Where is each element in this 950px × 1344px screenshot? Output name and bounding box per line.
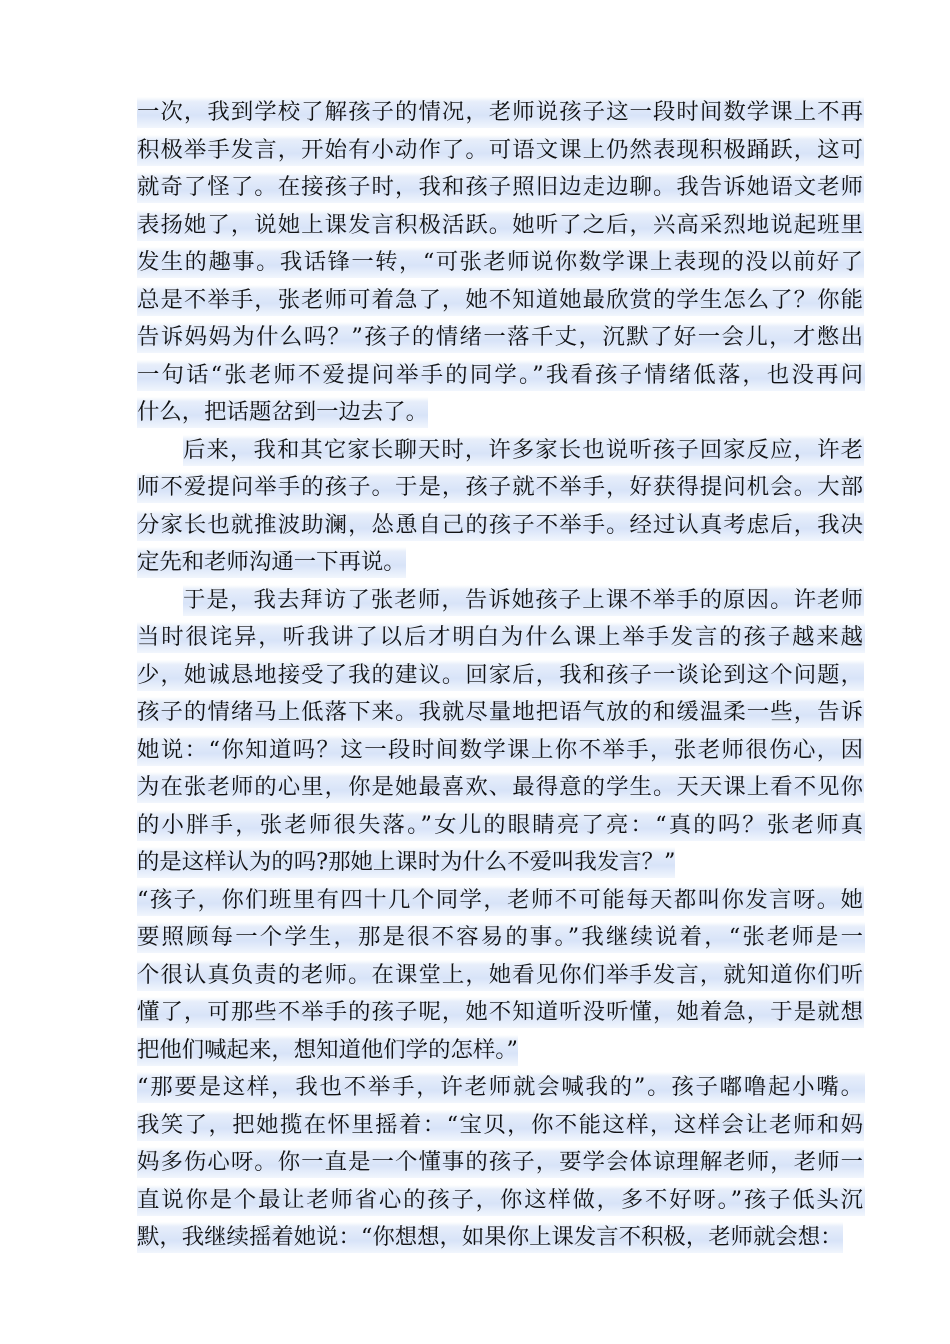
text-line	[137, 1182, 863, 1220]
line-text: 师不爱提问举手的孩子。于是，孩子就不举手，好获得提问机会。大部	[137, 472, 864, 503]
line-text: “孩子，你们班里有四十几个同学，老师不可能每天都叫你发言呀。她	[137, 885, 864, 916]
line-text: 把他们喊起来，想知道他们学的怎样。”	[137, 1035, 518, 1066]
text-line	[137, 319, 863, 357]
line-text: 告诉妈妈为什么吗？”孩子的情绪一落千丈，沉默了好一会儿，才憋出	[137, 322, 864, 353]
text-line	[137, 844, 863, 882]
text-line	[137, 807, 866, 845]
text-line	[137, 732, 863, 770]
text-line	[137, 957, 863, 995]
text-line	[137, 394, 863, 432]
text-line	[137, 619, 863, 657]
paragraph	[137, 94, 866, 432]
text-line	[137, 207, 863, 245]
line-text: 后来，我和其它家长聊天时，许多家长也说听孩子回家反应，许老	[183, 435, 864, 466]
text-line	[137, 132, 863, 170]
line-text: 孩子的情绪马上低落下来。我就尽量地把语气放的和缓温柔一些，告诉	[137, 697, 864, 728]
line-text: 一句话“张老师不爱提问举手的同学。”我看孩子情绪低落，也没再问	[137, 360, 865, 391]
line-text: 一次，我到学校了解孩子的情况，老师说孩子这一段时间数学课上不再	[137, 97, 864, 128]
line-text: 为在张老师的心里，你是她最喜欢、最得意的学生。天天课上看不见你	[137, 772, 864, 803]
line-text: 少，她诚恳地接受了我的建议。回家后，我和孩子一谈论到这个问题，	[137, 660, 864, 691]
text-line	[137, 994, 863, 1032]
line-text: “那要是这样，我也不举手，许老师就会喊我的”。孩子嘟噜起小嘴。	[137, 1072, 865, 1103]
text-line	[137, 357, 866, 395]
line-text: 的小胖手，张老师很失落。”女儿的眼睛亮了亮：“真的吗？张老师真	[137, 810, 865, 841]
text-line	[137, 507, 863, 545]
text-line	[137, 469, 863, 507]
text-line	[137, 1069, 863, 1107]
line-text: 分家长也就推波助澜，怂恿自己的孩子不举手。经过认真考虑后，我决	[137, 510, 864, 541]
text-line	[137, 769, 863, 807]
text-line	[137, 657, 863, 695]
line-text: 总是不举手，张老师可着急了，她不知道她最欣赏的学生怎么了？你能	[137, 285, 864, 316]
line-text: 个很认真负责的老师。在课堂上，她看见你们举手发言，就知道你们听	[137, 960, 864, 991]
line-text: 直说你是个最让老师省心的孩子，你这样做，多不好呀。”孩子低头沉	[137, 1185, 865, 1216]
line-text: 要照顾每一个学生，那是很不容易的事。”我继续说着，“张老师是一	[137, 922, 865, 953]
text-line	[137, 169, 863, 207]
text-line	[137, 1219, 863, 1257]
text-line	[137, 882, 863, 920]
line-text: 她说：“你知道吗？这一段时间数学课上你不举手，张老师很伤心，因	[137, 735, 864, 766]
line-text: 积极举手发言，开始有小动作了。可语文课上仍然表现积极踊跃，这可	[137, 135, 864, 166]
line-text: 定先和老师沟通一下再说。	[137, 547, 406, 578]
text-line	[137, 694, 863, 732]
line-text: 什么，把话题岔到一边去了。	[137, 397, 428, 428]
text-line	[137, 432, 863, 470]
text-line	[137, 244, 863, 282]
line-text: 表扬她了，说她上课发言积极活跃。她听了之后，兴高采烈地说起班里	[137, 210, 864, 241]
text-line	[137, 919, 866, 957]
line-text: 的是这样认为的吗?那她上课时为什么不爱叫我发言？”	[137, 847, 675, 878]
text-line	[137, 282, 863, 320]
line-text: 妈多伤心呀。你一直是一个懂事的孩子，要学会体谅理解老师，老师一	[137, 1147, 864, 1178]
line-text: 懂了，可那些不举手的孩子呢，她不知道听没听懂，她着急，于是就想	[137, 997, 864, 1028]
text-line	[137, 94, 863, 132]
line-text: 于是，我去拜访了张老师，告诉她孩子上课不举手的原因。许老师	[183, 585, 864, 616]
text-line	[137, 1144, 863, 1182]
line-text: 我笑了，把她揽在怀里摇着：“宝贝，你不能这样，这样会让老师和妈	[137, 1110, 864, 1141]
line-text: 当时很诧异，听我讲了以后才明白为什么课上举手发言的孩子越来越	[137, 622, 865, 653]
paragraph	[137, 432, 863, 582]
paragraph	[137, 582, 866, 882]
line-text: 默，我继续摇着她说：“你想想，如果你上课发言不积极，老师就会想：	[137, 1222, 843, 1253]
document-body	[137, 94, 866, 1257]
text-line	[137, 582, 863, 620]
line-text: 发生的趣事。我话锋一转，“可张老师说你数学课上表现的没以前好了	[137, 247, 864, 278]
line-text: 就奇了怪了。在接孩子时，我和孩子照旧边走边聊。我告诉她语文老师	[137, 172, 864, 203]
paragraph	[137, 1069, 863, 1257]
paragraph	[137, 882, 866, 1070]
text-line	[137, 1107, 863, 1145]
text-line	[137, 1032, 863, 1070]
text-line	[137, 544, 863, 582]
